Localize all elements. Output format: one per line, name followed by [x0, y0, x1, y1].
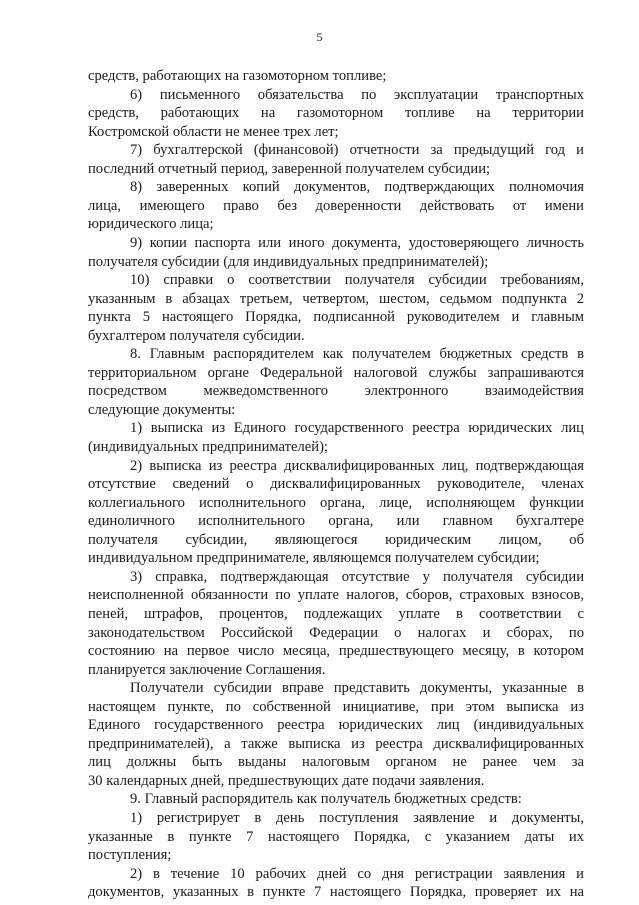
text-line: 1) выписка из Единого государственного реестра юридических лиц [130, 420, 584, 437]
text-line: неисполненной обязанности по уплате налогов, сборов, страховых взносов, [88, 587, 584, 604]
text-line: 9. Главный распорядитель как получатель бюджетных средств: [130, 791, 522, 808]
text-line: указанным в абзацах третьем, четвертом, шестом, седьмом подпункта 2 [88, 290, 584, 307]
text-line: 30 календарных дней, предшествующих дате подачи заявления. [88, 772, 485, 789]
text-line: 3) справка, подтверждающая отсутствие у получателя субсидии [130, 568, 584, 585]
text-line: настоящем пункте, по собственной инициативе, при этом выписка из [88, 698, 584, 715]
text-line: единоличного исполнительного органа, или главном бухгалтере [88, 513, 584, 530]
text-line: последний отчетный период, заверенной получателем субсидии; [88, 160, 491, 177]
text-line: получателя субсидии, являющегося юридическим лицом, об [88, 531, 584, 548]
text-line: отсутствие сведений о дисквалифицированных руководителе, членах [88, 476, 584, 493]
text-line: 7) бухгалтерской (финансовой) отчетности за предыдущий год и [130, 142, 584, 159]
text-line: 8) заверенных копий документов, подтверждающих полномочия [130, 179, 584, 196]
text-line: лица, имеющего право без доверенности действовать от имени [88, 197, 584, 214]
text-line: пеней, штрафов, процентов, подлежащих уплате в соответствии с [88, 605, 584, 622]
text-line: следующие документы: [88, 401, 236, 418]
text-line: юридического лица; [88, 216, 214, 233]
text-line: лиц должны быть выданы налоговым органом не ранее чем за [88, 754, 584, 771]
text-line: Единого государственного реестра юридических лиц (индивидуальных [88, 717, 584, 734]
text-line: указанные в пункте 7 настоящего Порядка, с указанием даты их [88, 828, 584, 845]
text-line: 6) письменного обязательства по эксплуатации транспортных [130, 86, 584, 103]
text-line: планируется заключение Соглашения. [88, 661, 326, 678]
page-number: 5 [316, 30, 323, 44]
text-line: территориальном органе Федеральной налоговой службы запрашиваются [88, 364, 584, 381]
text-line: средств, работающих на газомоторном топливе; [88, 68, 387, 84]
text-line: Получатели субсидии вправе представить документы, указанные в [130, 680, 584, 697]
text-line: 2) выписка из реестра дисквалифицированных лиц, подтверждающая [130, 457, 584, 474]
text-line: документов, указанных в пункте 7 настоящего Порядка, проверяет их на [88, 884, 584, 901]
text-line: индивидуальном предпринимателе, являющемся получателем субсидии; [88, 550, 540, 567]
text-line: 8. Главным распорядителем как получателем бюджетных средств в [130, 346, 584, 363]
text-line: коллегиального исполнительного органа, лице, исполняющем функции [88, 494, 584, 511]
text-line: 1) регистрирует в день поступления заявление и документы, [130, 810, 584, 826]
text-line: получателя субсидии (для индивидуальных предпринимателей); [88, 253, 489, 270]
text-line: посредством межведомственного электронного взаимодействия [88, 383, 584, 400]
text-line: средств, работающих на газомоторном топливе на территории [88, 105, 584, 122]
text-line: (индивидуальных предпринимателей); [88, 439, 328, 455]
text-line: поступления; [88, 847, 172, 864]
text-line: законодательством Российской Федерации о налогах и сборах, по [88, 624, 584, 641]
text-line: 2) в течение 10 рабочих дней со дня регистрации заявления и [130, 865, 584, 882]
text-line: пункта 5 настоящего Порядка, подписанной руководителем и главным [88, 309, 584, 326]
text-line: предпринимателей), а также выписка из реестра дисквалифицированных [88, 735, 584, 752]
text-line: 10) справки о соответствии получателя субсидии требованиям, [130, 272, 584, 289]
text-line: 9) копии паспорта или иного документа, удостоверяющего личность [130, 234, 584, 251]
text-line: Костромской области не менее трех лет; [88, 123, 339, 140]
text-line: состоянию на первое число месяца, предшествующего месяцу, в котором [88, 643, 584, 660]
text-line: бухгалтером получателя субсидии. [88, 327, 305, 344]
